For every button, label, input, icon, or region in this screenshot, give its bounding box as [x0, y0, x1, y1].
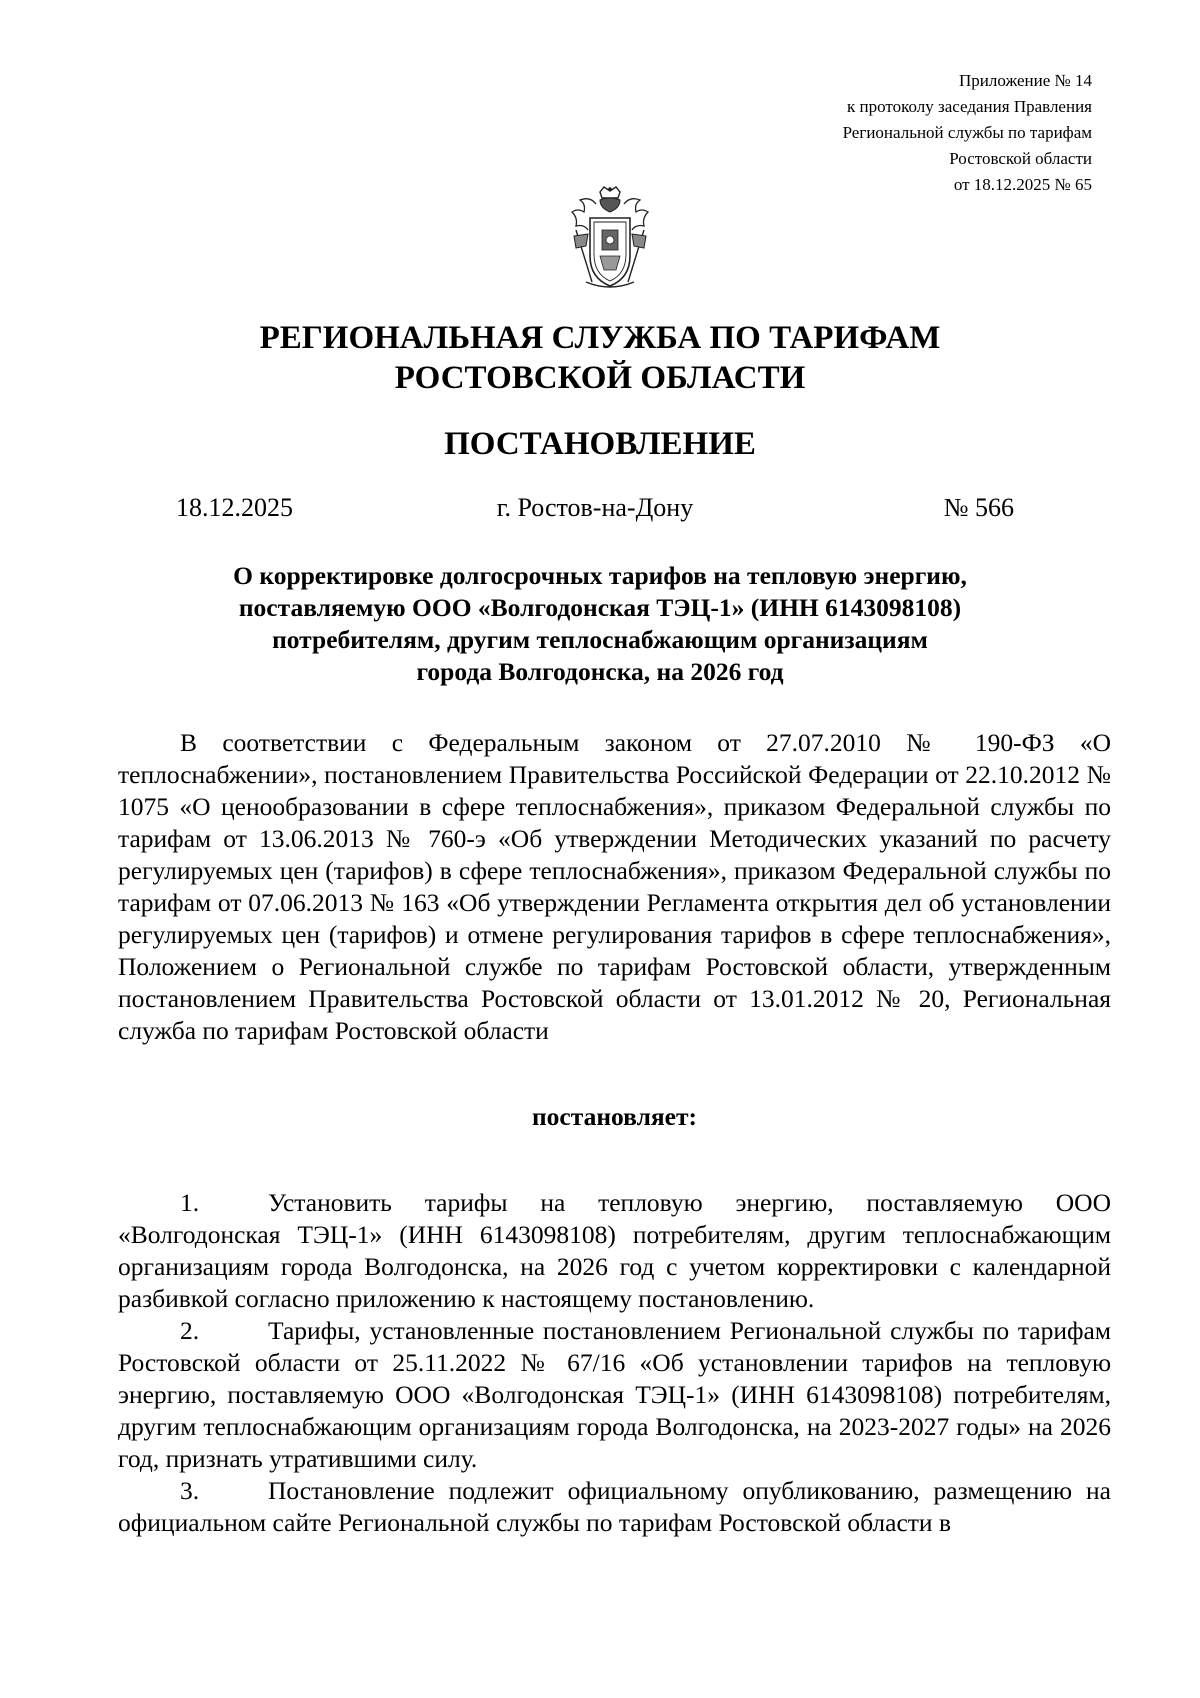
item-text: Установить тарифы на тепловую энергию, поставляемую ООО «Волгодонская ТЭЦ-1» (ИНН 6143098108) потребителям, другим теплоснабжающим организациям города Волгодонска, на 2026 год с учетом корректировки с календарной разбивкой согласно приложению к настоящему постановлению. — [118, 1188, 1111, 1313]
item-number: 3. — [180, 1476, 200, 1505]
document-meta — [176, 490, 1014, 526]
decree-word: постановляет: — [531, 1102, 698, 1131]
subject-line: потребителям, другим теплоснабжающим организациям — [272, 625, 928, 654]
preamble-text: В соответствии с Федеральным законом от 27.07.2010 № 190-ФЗ «О теплоснабжении», постановлением Правительства Российской Федерации от 22.10.2012 № 1075 «О ценообразовании в сфере теплоснабжения», приказом Федеральной службы по тарифам от 13.06.2013 № 760-э «Об утверждении Методических указаний по расчету регулируемых цен (тарифов) в сфере теплоснабжения», приказом Федеральной службы по тарифам от 07.06.2013 № 163 «Об утверждении Регламента открытия дел об установлении регулируемых цен (тарифов) и отмене регулирования тарифов в сфере теплоснабжения», Положением о Региональной службе по тарифам Ростовской области, утвержденным постановлением Правительства Ростовской области от 13.01.2012 № 20, Региональная служба по тарифам Ростовской области — [118, 728, 1111, 1045]
item-text: Тарифы, установленные постановлением Региональной службы по тарифам Ростовской области от 25.11.2022 № 67/16 «Об установлении тарифов на тепловую энергию, поставляемую ООО «Волгодонская ТЭЦ-1» (ИНН 6143098108) потребителям, другим теплоснабжающим организациям города Волгодонска, на 2023-2027 годы» на 2026 год, признать утратившими силу. — [118, 1316, 1111, 1473]
subject-line: О корректировке долгосрочных тарифов на тепловую энергию, — [233, 561, 967, 590]
document-number: № 566 — [943, 493, 1014, 522]
agency-name-line: РОСТОВСКОЙ ОБЛАСТИ — [394, 360, 806, 396]
decree-item — [118, 1187, 1111, 1315]
subject-line: города Волгодонска, на 2026 год — [416, 657, 784, 686]
document-city: г. Ростов-на-Дону — [496, 493, 694, 522]
preamble — [118, 727, 1111, 1047]
document-subject — [150, 560, 1050, 688]
decree-item — [118, 1315, 1111, 1475]
annex-line: Приложение № 14 — [959, 71, 1092, 90]
annex-line: к протоколу заседания Правления — [847, 97, 1092, 116]
subject-line: поставляемую ООО «Волгодонская ТЭЦ-1» (ИНН 6143098108) — [238, 593, 962, 622]
annex-line: от 18.12.2025 № 65 — [953, 175, 1092, 194]
agency-name-line: РЕГИОНАЛЬНАЯ СЛУЖБА ПО ТАРИФАМ — [259, 320, 941, 356]
document-date: 18.12.2025 — [176, 493, 293, 522]
item-text: Постановление подлежит официальному опубликованию, размещению на официальном сайте Региональной службы по тарифам Ростовской области в — [118, 1476, 1111, 1537]
annex-line: Региональной службы по тарифам — [842, 123, 1092, 142]
agency-name — [0, 318, 1200, 398]
item-number: 1. — [180, 1188, 200, 1217]
decree-item — [118, 1475, 1111, 1539]
document-body — [118, 727, 1111, 1539]
item-number: 2. — [180, 1316, 200, 1345]
document-type: ПОСТАНОВЛЕНИЕ — [444, 426, 756, 462]
coat-of-arms-icon — [566, 186, 654, 292]
annex-header — [843, 68, 1092, 198]
annex-line: Ростовской области — [949, 149, 1092, 168]
